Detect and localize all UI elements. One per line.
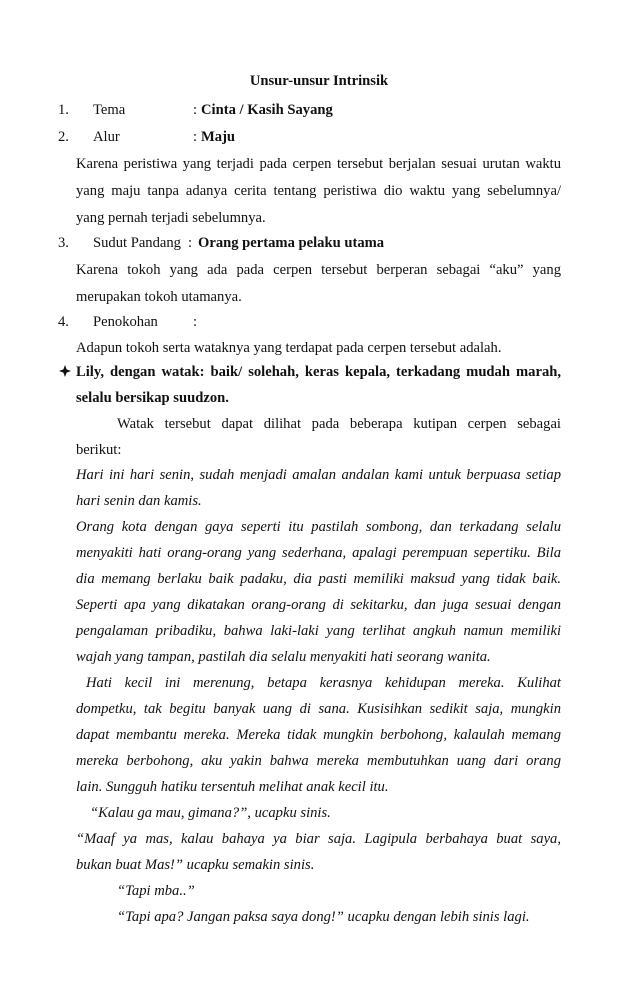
watak-intro-line: Watak tersebut dapat dilihat pada beberapa kutipan cerpen sebagai (117, 416, 561, 432)
item-colon: : (193, 129, 198, 145)
alur-explanation-line: yang maju tanpa adanya cerita tentang peristiwa dio waktu yang sebelumnya/ (76, 183, 561, 199)
item-number: 2. (58, 129, 69, 145)
quote-line: pengalaman pribadiku, bahwa laki-laki yang terlihat angkuh namun memiliki (76, 623, 561, 639)
dialogue-line: “Kalau ga mau, gimana?”, ucapku sinis. (90, 805, 331, 821)
item-label: Tema (93, 102, 126, 118)
item-number: 3. (58, 235, 69, 251)
alur-explanation-line: yang pernah terjadi sebelumnya. (76, 210, 266, 226)
character-line: Lily, dengan watak: baik/ solehah, keras kepala, terkadang mudah marah, (76, 364, 561, 380)
item-label: Penokohan (93, 314, 158, 330)
quote-line: dia memang berlaku baik padaku, dia pasti memiliki maksud yang tidak baik. (76, 571, 561, 587)
sudut-explanation-line: merupakan tokoh utamanya. (76, 289, 242, 305)
diamond-bullet-icon (59, 365, 71, 377)
quote-line: hari senin dan kamis. (76, 493, 202, 509)
item-colon: : (193, 314, 198, 330)
sudut-explanation-line: Karena tokoh yang ada pada cerpen tersebut berperan sebagai “aku” yang (76, 262, 561, 278)
dialogue-line: bukan buat Mas!” ucapku semakin sinis. (76, 857, 315, 873)
dialogue-line: “Tapi mba..” (117, 883, 195, 899)
item-label: Alur (93, 129, 120, 145)
quote-line: menyakiti hati orang-orang yang sederhana, apalagi perempuan sepertiku. Bila (76, 545, 561, 561)
penokohan-intro: Adapun tokoh serta wataknya yang terdapat pada cerpen tersebut adalah. (76, 340, 502, 356)
alur-explanation-line: Karena peristiwa yang terjadi pada cerpen tersebut berjalan sesuai urutan waktu (76, 156, 561, 172)
quote-line: Hari ini hari senin, sudah menjadi amalan andalan kami untuk berpuasa setiap (76, 467, 561, 483)
quote-line: wajah yang tampan, pastilah dia selalu menyakiti hati seorang wanita. (76, 649, 491, 665)
quote-line: Hati kecil ini merenung, betapa kerasnya kehidupan mereka. Kulihat (86, 675, 561, 691)
item-colon: : (193, 102, 198, 118)
item-label: Sudut Pandang (93, 235, 181, 251)
item-value: Maju (201, 129, 236, 145)
document-title: Unsur-unsur Intrinsik (249, 73, 389, 89)
item-colon: : (188, 235, 193, 251)
watak-intro-line: berikut: (76, 442, 122, 458)
quote-line: dapat membantu mereka. Mereka tidak mungkin berbohong, kalaulah memang (76, 727, 561, 743)
dialogue-line: “Maaf ya mas, kalau bahaya ya biar saja. Lagipula berbahaya buat saya, (76, 831, 561, 847)
quote-line: Seperti apa yang dikatakan orang-orang di sekitarku, dan juga sesuai dengan (76, 597, 561, 613)
item-value: Cinta / Kasih Sayang (201, 102, 333, 118)
item-value: Orang pertama pelaku utama (198, 235, 385, 251)
quote-line: lain. Sungguh hatiku tersentuh melihat anak kecil itu. (76, 779, 389, 795)
item-number: 1. (58, 102, 69, 118)
quote-line: dompetku, tak begitu banyak uang di sana. Kusisihkan sedikit saja, mungkin (76, 701, 561, 717)
item-number: 4. (58, 314, 69, 330)
quote-line: Orang kota dengan gaya seperti itu pastilah sombong, dan terkadang selalu (76, 519, 561, 535)
dialogue-line: “Tapi apa? Jangan paksa saya dong!” ucapku dengan lebih sinis lagi. (117, 909, 530, 925)
character-line: selalu bersikap suudzon. (76, 390, 229, 406)
quote-line: mereka berbohong, aku yakin bahwa mereka membutuhkan uang dari orang (76, 753, 561, 769)
